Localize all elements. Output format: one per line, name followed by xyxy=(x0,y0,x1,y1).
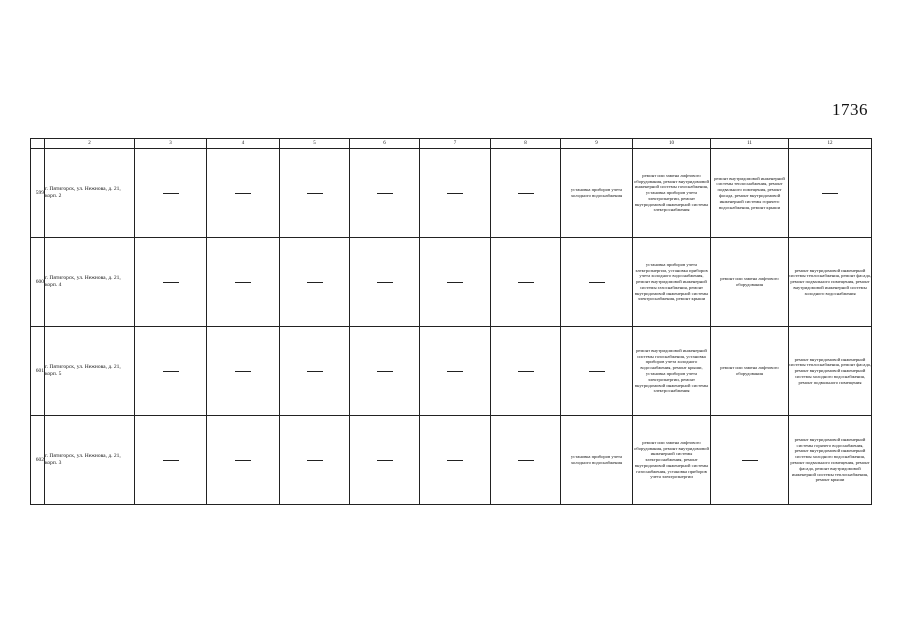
row-number: 602 xyxy=(31,416,45,505)
dash-mark xyxy=(235,460,251,461)
empty-cell xyxy=(280,327,350,416)
work-type-cell: ремонт или замена лифтового оборудования xyxy=(711,327,789,416)
table-row xyxy=(31,149,872,238)
empty-cell xyxy=(711,416,789,505)
register-table xyxy=(30,138,872,505)
column-number: 4 xyxy=(207,139,280,149)
column-number: 7 xyxy=(420,139,491,149)
dash-mark xyxy=(589,371,605,372)
dash-mark xyxy=(307,282,323,283)
address-cell: г. Пятигорск, ул. Нежнова, д. 21, корп. 3 xyxy=(45,416,135,505)
column-number: 3 xyxy=(135,139,207,149)
dash-mark xyxy=(447,460,463,461)
work-type-cell: ремонт внутридомовой инженерной системы горячего водоснабжения, ремонт внутридомовой инженерной системы холодного водоснабжения, ремонт подвального помещения, ремонт фасада, ремонт внутридомовой инженерной системы теплоснабжения, ремонт крыши xyxy=(789,416,872,505)
work-type-cell: ремонт внутридомовой инженерной системы теплоснабжения, ремонт фасада, ремонт внутридомовой инженерной системы холодного водоснабжения, ремонт подвального помещения xyxy=(789,327,872,416)
empty-cell xyxy=(207,327,280,416)
dash-mark xyxy=(235,282,251,283)
empty-cell xyxy=(420,416,491,505)
row-number: 600 xyxy=(31,238,45,327)
table-row xyxy=(31,416,872,505)
table-row xyxy=(31,327,872,416)
dash-mark xyxy=(447,193,463,194)
empty-cell xyxy=(491,238,561,327)
empty-cell xyxy=(135,238,207,327)
column-number: 2 xyxy=(45,139,135,149)
empty-cell xyxy=(135,149,207,238)
empty-cell xyxy=(491,327,561,416)
column-number: 12 xyxy=(789,139,872,149)
address-cell: г. Пятигорск, ул. Нежнова, д. 21, корп. 5 xyxy=(45,327,135,416)
empty-cell xyxy=(420,327,491,416)
dash-mark xyxy=(163,371,179,372)
work-type-cell: ремонт внутридомовой инженерной системы теплоснабжения, ремонт подвального помещения, ремонт фасада, ремонт внутридомовой инженерной системы горячего водоснабжения, ремонт крыши xyxy=(711,149,789,238)
work-type-cell: установка приборов учета электроэнергии, установка приборов учета холодного водоснабжения, ремонт внутридомовой инженерной системы газоснабжения, ремонт внутридомовой инженерной системы электроснабжения, ремонт крыши xyxy=(633,238,711,327)
work-type-cell: установка приборов учета холодного водоснабжения xyxy=(561,149,633,238)
dash-mark xyxy=(163,193,179,194)
dash-mark xyxy=(377,371,393,372)
empty-cell xyxy=(561,238,633,327)
work-type-cell: ремонт внутридомовой инженерной системы газоснабжения, установка приборов учета холодного водоснабжения, ремонт крыши, установка приборов учета электроэнергии, ремонт внутридомовой инженерной системы электроснабжения xyxy=(633,327,711,416)
empty-cell xyxy=(350,238,420,327)
empty-cell xyxy=(280,149,350,238)
table-row xyxy=(31,238,872,327)
dash-mark xyxy=(163,460,179,461)
dash-mark xyxy=(307,371,323,372)
empty-cell xyxy=(135,327,207,416)
empty-cell xyxy=(350,327,420,416)
column-number: 5 xyxy=(280,139,350,149)
empty-cell xyxy=(350,416,420,505)
dash-mark xyxy=(377,193,393,194)
empty-cell xyxy=(420,238,491,327)
empty-cell xyxy=(207,149,280,238)
dash-mark xyxy=(742,460,758,461)
empty-cell xyxy=(789,149,872,238)
row-number: 599 xyxy=(31,149,45,238)
address-cell: г. Пятигорск, ул. Нежнова, д. 21, корп. 2 xyxy=(45,149,135,238)
empty-cell xyxy=(491,149,561,238)
empty-cell xyxy=(280,416,350,505)
column-number: 8 xyxy=(491,139,561,149)
row-number: 601 xyxy=(31,327,45,416)
column-number: 11 xyxy=(711,139,789,149)
work-type-cell: ремонт или замена лифтового оборудования, ремонт внутридомовой инженерной системы электроснабжения, ремонт внутридомовой инженерной системы газоснабжения, установка приборов учета электроэнергии xyxy=(633,416,711,505)
work-type-cell: установка приборов учета холодного водоснабжения xyxy=(561,416,633,505)
empty-cell xyxy=(135,416,207,505)
column-number-row xyxy=(31,139,872,149)
empty-cell xyxy=(561,327,633,416)
column-number: 9 xyxy=(561,139,633,149)
dash-mark xyxy=(589,282,605,283)
dash-mark xyxy=(377,282,393,283)
work-type-cell: ремонт или замена лифтового оборудования, ремонт внутридомовой инженерной системы газоснабжения, установка приборов учета электроэнергии, ремонт внутридомовой инженерной системы электроснабжения xyxy=(633,149,711,238)
empty-cell xyxy=(207,238,280,327)
empty-cell xyxy=(207,416,280,505)
dash-mark xyxy=(518,193,534,194)
empty-cell xyxy=(280,238,350,327)
address-cell: г. Пятигорск, ул. Нежнова, д. 21, корп. 4 xyxy=(45,238,135,327)
dash-mark xyxy=(447,282,463,283)
dash-mark xyxy=(235,193,251,194)
dash-mark xyxy=(822,193,838,194)
empty-cell xyxy=(491,416,561,505)
work-type-cell: ремонт внутридомовой инженерной системы теплоснабжения, ремонт фасада, ремонт подвального помещения, ремонт внутридомовой инженерной системы холодного водоснабжения xyxy=(789,238,872,327)
dash-mark xyxy=(518,282,534,283)
dash-mark xyxy=(307,193,323,194)
column-number xyxy=(31,139,45,149)
column-number: 6 xyxy=(350,139,420,149)
dash-mark xyxy=(307,460,323,461)
empty-cell xyxy=(420,149,491,238)
dash-mark xyxy=(377,460,393,461)
empty-cell xyxy=(350,149,420,238)
column-number: 10 xyxy=(633,139,711,149)
dash-mark xyxy=(447,371,463,372)
dash-mark xyxy=(518,460,534,461)
dash-mark xyxy=(163,282,179,283)
dash-mark xyxy=(518,371,534,372)
work-type-cell: ремонт или замена лифтового оборудования xyxy=(711,238,789,327)
page-number: 1736 xyxy=(832,100,868,119)
dash-mark xyxy=(235,371,251,372)
